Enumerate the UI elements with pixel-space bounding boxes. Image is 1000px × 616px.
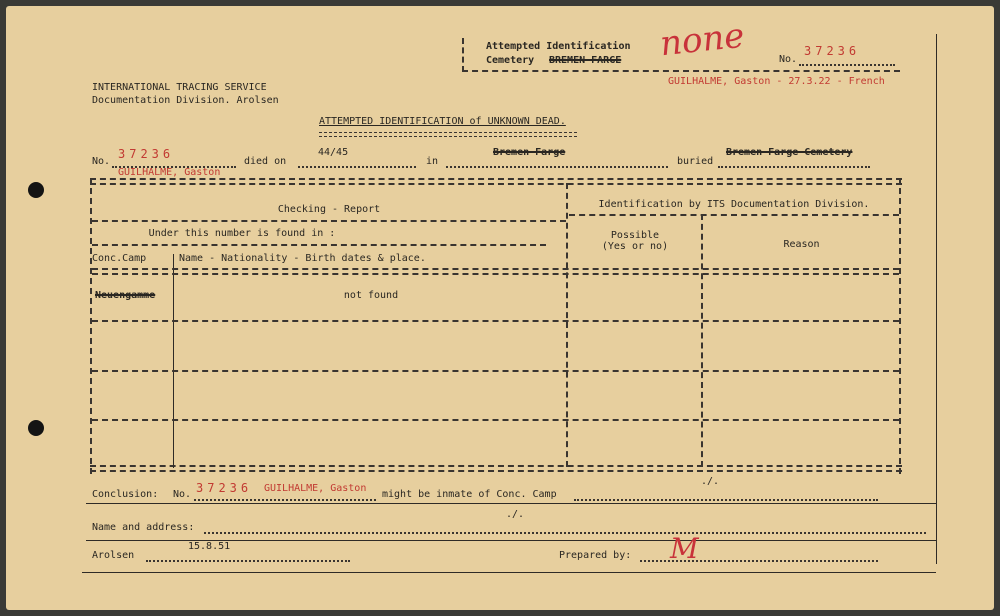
conclusion-number: 37236	[196, 481, 253, 495]
checking-report-header: Checking - Report	[277, 204, 381, 215]
title-underline-2	[319, 136, 577, 137]
death-place: Bremen-Farge	[493, 147, 566, 158]
column-header-rule-1	[92, 268, 899, 270]
checking-subheader-rule	[92, 220, 566, 222]
header-title: Attempted Identification	[486, 41, 631, 52]
table-top-border-2	[90, 183, 902, 185]
header-box-right-border	[936, 34, 937, 564]
row-rule-1	[92, 320, 899, 322]
divider-possible-reason	[701, 214, 703, 467]
header-no-value: 37236	[804, 44, 861, 58]
record-name: GUILHALME, Gaston	[118, 167, 221, 178]
identification-header-rule	[569, 214, 899, 216]
buried-dots	[718, 166, 870, 168]
document-title: ATTEMPTED IDENTIFICATION of UNKNOWN DEAD.	[319, 116, 566, 127]
record-no-label: No.	[92, 156, 111, 167]
possible-header: Possible (Yes or no)	[601, 230, 669, 252]
header-cemetery-value: BREMEN-FARGE	[549, 55, 622, 66]
buried-value: Bremen-Farge Cemetery	[726, 147, 853, 158]
punch-hole-bottom	[28, 420, 44, 436]
name-address-dots	[204, 532, 926, 534]
conclusion-no-label: No.	[173, 489, 192, 500]
camp-column-header: Conc.Camp	[92, 253, 147, 264]
footer-date-dots	[146, 560, 350, 562]
punch-hole-top	[28, 182, 44, 198]
row-1-name: not found	[343, 290, 399, 301]
reason-header: Reason	[783, 239, 820, 250]
header-no-label: No.	[779, 54, 798, 65]
died-value: 44/45	[318, 147, 349, 158]
conclusion-text: might be inmate of Conc. Camp	[382, 489, 557, 500]
header-box-left-border	[462, 38, 464, 72]
conclusion-rule	[86, 503, 936, 504]
handwritten-none-mark: none	[658, 15, 747, 65]
footer-place: Arolsen	[92, 550, 135, 561]
table-right-border	[899, 178, 901, 474]
found-in-rule	[92, 244, 546, 246]
table-left-border	[90, 178, 92, 474]
name-address-label: Name and address:	[92, 522, 195, 533]
preparer-initial: M	[670, 532, 699, 565]
row-rule-2	[92, 370, 899, 372]
column-header-rule-2	[92, 273, 899, 275]
conclusion-label: Conclusion:	[92, 489, 159, 500]
header-cemetery-label: Cemetery	[486, 55, 535, 66]
footer-date: 15.8.51	[188, 541, 231, 552]
table-bottom-border-1	[90, 465, 902, 467]
name-address-mark: ./.	[506, 509, 525, 520]
name-column-header: Name - Nationality - Birth dates & place.	[179, 253, 426, 264]
org-name: INTERNATIONAL TRACING SERVICE	[92, 82, 267, 93]
card-bottom-rule	[82, 572, 936, 573]
found-in-header: Under this number is found in :	[148, 228, 336, 239]
prepared-by-label: Prepared by:	[559, 550, 632, 561]
buried-label: buried	[677, 156, 714, 167]
conclusion-camp-value: ./.	[701, 476, 720, 487]
header-no-dots	[799, 64, 895, 66]
in-label: in	[426, 156, 439, 167]
identification-header: Identification by ITS Documentation Division.	[598, 199, 870, 210]
died-dots	[298, 166, 416, 168]
divider-camp-name	[173, 254, 174, 468]
conclusion-camp-dots	[574, 499, 878, 501]
title-underline-1	[319, 132, 577, 133]
org-division: Documentation Division. Arolsen	[92, 95, 279, 106]
row-1-camp: Neuengamme	[95, 290, 156, 301]
divider-checking-identification	[566, 183, 568, 467]
subject-stamp: GUILHALME, Gaston - 27.3.22 - French	[668, 76, 885, 87]
index-card	[6, 6, 994, 610]
record-number: 37236	[118, 147, 175, 161]
row-rule-3	[92, 419, 899, 421]
table-bottom-border-2	[90, 470, 902, 472]
place-dots	[446, 166, 668, 168]
died-label: died on	[244, 156, 287, 167]
conclusion-no-dots	[194, 499, 376, 501]
header-box-bottom-border	[462, 70, 900, 72]
conclusion-name: GUILHALME, Gaston	[264, 483, 367, 494]
table-top-border-1	[90, 178, 902, 180]
